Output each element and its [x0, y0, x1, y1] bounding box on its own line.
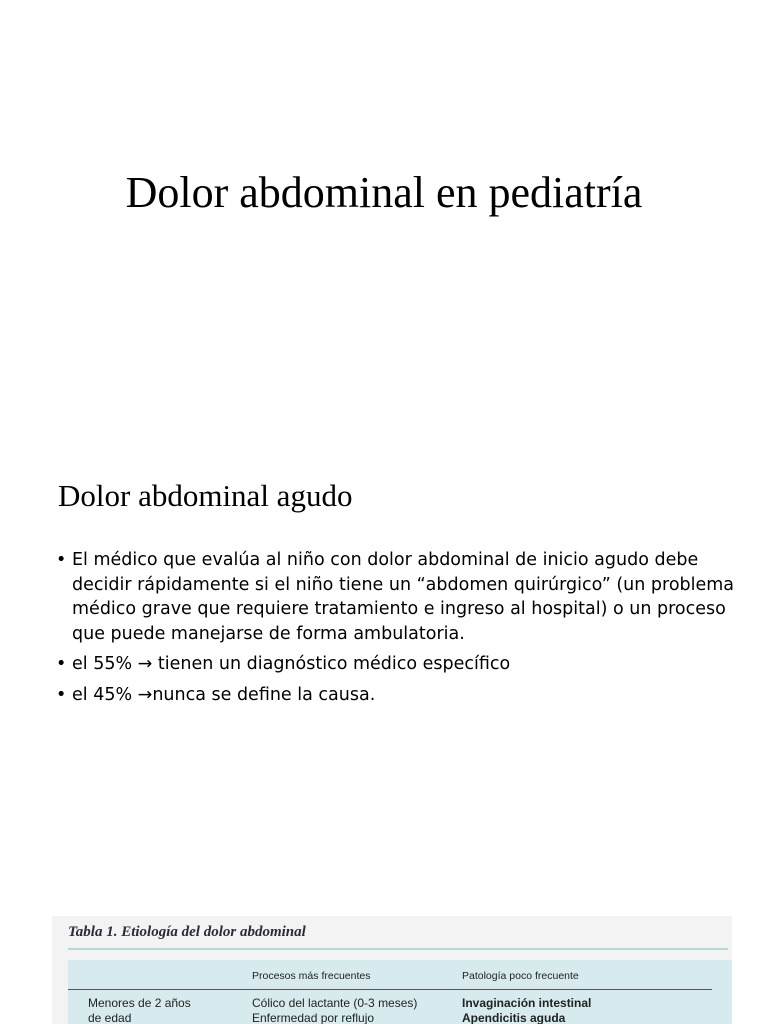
- etiology-table-image: [52, 916, 732, 1024]
- bullet-item: [56, 683, 736, 708]
- bullet-dot-icon: •: [56, 654, 67, 674]
- table-top-rule: [68, 948, 728, 950]
- table-header-rare: Patología poco frecuente: [462, 970, 579, 982]
- table-cell-age-line2: de edad: [88, 1011, 132, 1024]
- bullet-list: [56, 548, 736, 713]
- table-body: [68, 960, 732, 1024]
- bullet-text: el 55% → tienen un diagnóstico médico específico: [72, 654, 511, 674]
- table-cell-frequent-line2: Enfermedad por reflujo: [252, 1011, 375, 1024]
- table-cell-frequent-line1: Cólico del lactante (0-3 meses): [252, 996, 418, 1010]
- table-cell-age-line1: Menores de 2 años: [88, 996, 191, 1010]
- section-heading: Dolor abdominal agudo: [58, 478, 353, 513]
- bullet-dot-icon: •: [56, 550, 67, 570]
- table-caption: Tabla 1. Etiología del dolor abdominal: [68, 924, 306, 940]
- table-cell-rare-line1: Invaginación intestinal: [462, 996, 592, 1010]
- table-header-rule: [68, 989, 712, 990]
- table-cell-rare-line2: Apendicitis aguda: [462, 1011, 566, 1024]
- bullet-item: [56, 652, 736, 677]
- table-header-frequent: Procesos más frecuentes: [252, 970, 371, 982]
- bullet-text: el 45% →nunca se define la causa.: [72, 684, 376, 705]
- bullet-text: El médico que evalúa al niño con dolor abdominal de inicio agudo debe decidir rápidamente si el niño tiene un “abdomen quirúrgico” (un problema médico grave que requiere tratamiento e ingreso al hospital) o un proceso que puede manejarse de forma ambulatoria.: [72, 550, 735, 644]
- bullet-item: [56, 548, 736, 646]
- bullet-dot-icon: •: [56, 684, 67, 705]
- slide-title: Dolor abdominal en pediatría: [125, 168, 643, 217]
